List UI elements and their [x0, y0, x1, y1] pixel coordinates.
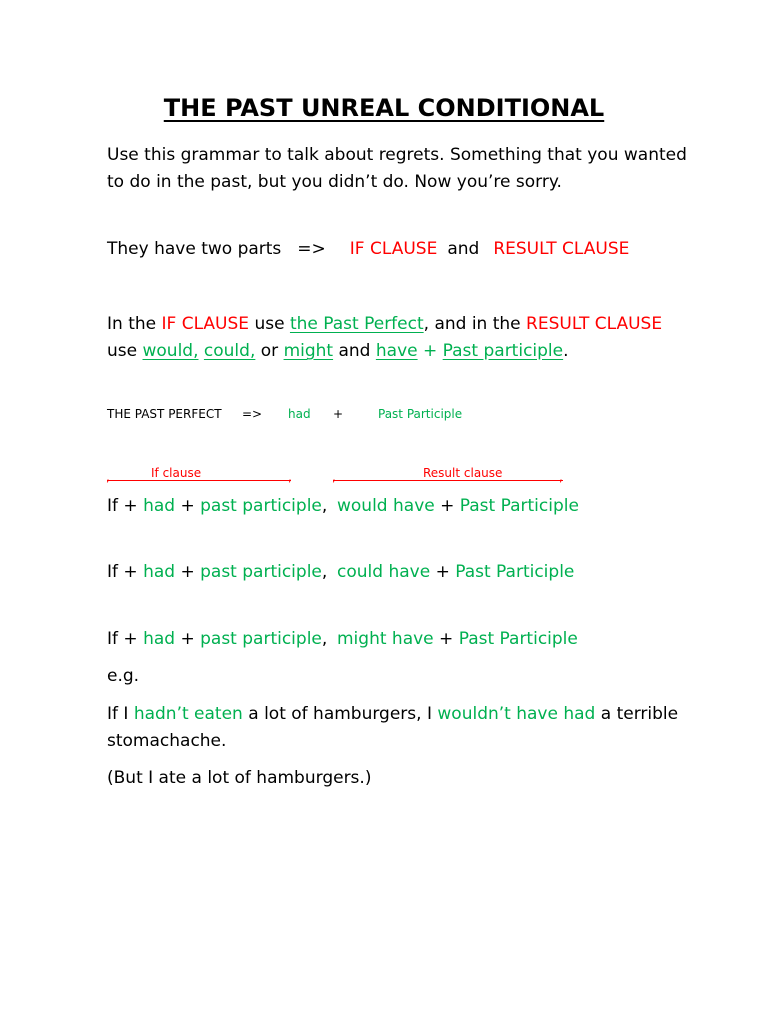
result-past-participle: Past Participle	[458, 629, 578, 649]
usage-use-2: use	[107, 341, 143, 361]
had-word: had	[143, 562, 176, 582]
plus-sign: +	[123, 496, 138, 516]
past-perfect-had: had	[288, 407, 311, 421]
past-perfect-plus: +	[333, 407, 344, 421]
example-label: e.g.	[107, 666, 140, 686]
example-line-2: stomachache.	[107, 731, 227, 751]
parts-arrow: =>	[297, 239, 326, 259]
plus-sign: +	[435, 562, 450, 582]
usage-and-in-the: , and in the	[423, 314, 527, 334]
parts-result-clause: RESULT CLAUSE	[493, 239, 630, 259]
result-past-participle: Past Participle	[459, 496, 579, 516]
usage-result-clause: RESULT CLAUSE	[526, 314, 663, 334]
past-perfect-arrow: =>	[242, 407, 263, 421]
result-clause-comma-right: ,	[559, 470, 563, 484]
if-word: If	[107, 629, 118, 649]
if-part-row-1	[107, 493, 327, 520]
parts-line	[107, 236, 629, 263]
result-part-row-1	[337, 493, 579, 520]
usage-use: use	[249, 314, 290, 334]
usage-and: and	[333, 341, 376, 361]
usage-or: or	[255, 341, 284, 361]
example-middle: a lot of hamburgers, I	[242, 704, 438, 724]
comma: ,	[321, 562, 328, 582]
parts-and: and	[447, 239, 480, 259]
example-wouldnt-have-had: wouldn’t have had	[437, 704, 596, 724]
example-if-i: If I	[107, 704, 134, 724]
past-perfect-label: THE PAST PERFECT	[107, 407, 222, 421]
modal-have: could have	[337, 562, 431, 582]
if-part-row-3	[107, 626, 327, 653]
usage-would: would,	[142, 341, 199, 361]
plus-sign: +	[440, 496, 455, 516]
plus-sign: +	[123, 629, 138, 649]
if-clause-comma-left: ,	[106, 470, 110, 484]
modal-have: would have	[337, 496, 435, 516]
had-word: had	[143, 629, 176, 649]
plus-sign: +	[180, 496, 195, 516]
had-word: had	[143, 496, 176, 516]
example-note: (But I ate a lot of hamburgers.)	[107, 768, 372, 788]
usage-period: .	[563, 341, 569, 361]
result-part-row-3	[337, 626, 578, 653]
plus-sign: +	[180, 629, 195, 649]
plus-sign: +	[180, 562, 195, 582]
plus-sign: +	[123, 562, 138, 582]
example-hadnt-eaten: hadn’t eaten	[133, 704, 243, 724]
usage-past-perfect: the Past Perfect	[289, 314, 424, 334]
usage-have: have	[375, 341, 418, 361]
parts-lead: They have two parts	[107, 239, 282, 259]
comma: ,	[321, 629, 328, 649]
usage-could: could,	[203, 341, 256, 361]
past-participle-word: past participle	[200, 629, 322, 649]
past-perfect-participle: Past Participle	[378, 407, 463, 421]
result-part-row-2	[337, 559, 574, 586]
usage-plus: +	[417, 341, 443, 361]
page-title: THE PAST UNREAL CONDITIONAL	[163, 94, 605, 122]
intro-line-1: Use this grammar to talk about regrets. Something that you wanted	[107, 145, 687, 165]
comma: ,	[321, 496, 328, 516]
example-line-1	[107, 701, 678, 728]
past-participle-word: past participle	[200, 562, 322, 582]
result-clause-header: Result clause	[423, 466, 503, 480]
if-clause-header: If clause	[151, 466, 202, 480]
usage-might: might	[283, 341, 334, 361]
intro-line-2: to do in the past, but you didn’t do. Now you’re sorry.	[107, 172, 562, 192]
usage-line-2	[107, 338, 569, 365]
example-end: a terrible	[595, 704, 679, 724]
parts-if-clause: IF CLAUSE	[349, 239, 438, 259]
result-clause-comma-left: ,	[332, 470, 336, 484]
usage-past-participle: Past participle	[442, 341, 564, 361]
if-part-row-2	[107, 559, 327, 586]
past-participle-word: past participle	[200, 496, 322, 516]
if-word: If	[107, 496, 118, 516]
usage-if-clause: IF CLAUSE	[161, 314, 250, 334]
if-word: If	[107, 562, 118, 582]
if-clause-comma-right: ,	[288, 470, 292, 484]
usage-in-the: In the	[107, 314, 162, 334]
plus-sign: +	[439, 629, 454, 649]
usage-line-1	[107, 311, 662, 338]
result-past-participle: Past Participle	[455, 562, 575, 582]
modal-have: might have	[337, 629, 434, 649]
